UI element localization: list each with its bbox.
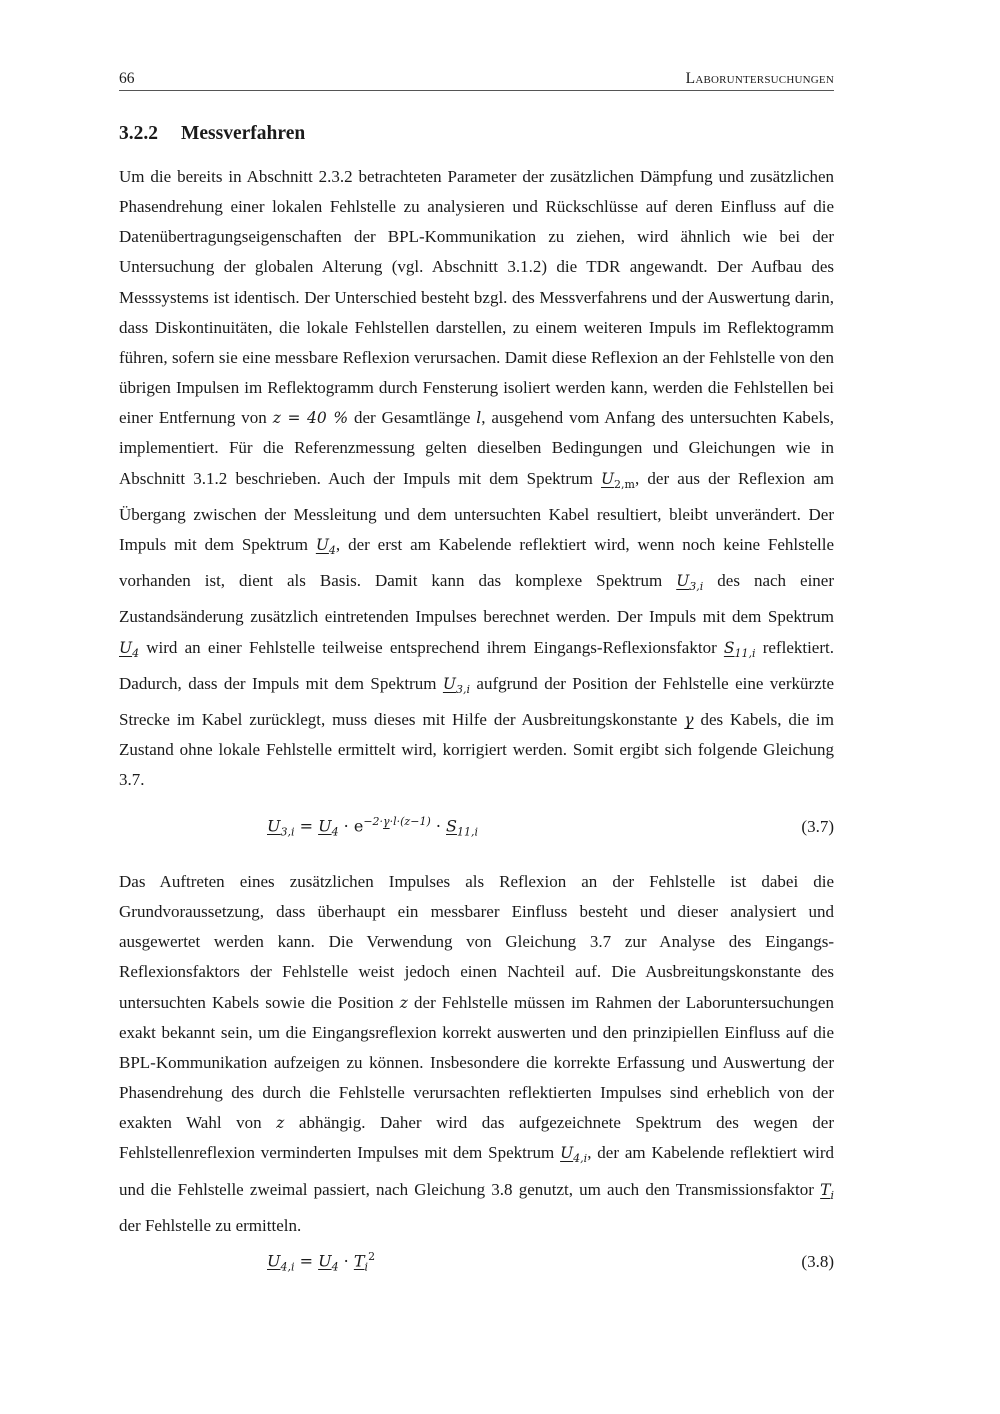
text-run: Das Auftreten eines zusätzlichen Impulses als Reflexion an der Fehlstelle ist dabei die Grundvoraussetzung, dass überhaupt ein messbarer Einfluss besteht und dieser analysiert und ausgewertet werden kann. Die Verwendung von Gleichung 3.7 zur Analyse des Eingangs-Reflexionsfaktors der Fehlstelle weist jedoch einen Nachteil auf. Die Ausbreitungskonstante des untersuchten Kabels sowie die Position <box>119 872 834 1012</box>
math-inline: γ <box>684 711 694 730</box>
text-run: , der am Kabelende reflektiert wird und die Fehlstelle zweimal passiert, nach Gleichung 3.8 genutzt, um auch den Transmissionsfaktor <box>119 1143 834 1199</box>
section-heading <box>119 123 305 145</box>
text-run: der Fehlstelle zu ermitteln. <box>119 1215 302 1235</box>
math-inline: $S_{11,i}$ <box>723 638 756 660</box>
math-inline: $U_{3,i}$ <box>676 572 704 594</box>
equation-formula: $U_{3,i} = U_4 \cdot e^{-2\cdot\gamma\cdot l\cdot(z-1)} \cdot S_{11,i}$ <box>267 815 478 839</box>
equation-formula: $U_{4,i} = U_4 \cdot T_i^2$ <box>267 1250 376 1274</box>
text-run: , der aus der Reflexion am Übergang zwischen der Messleitung und dem untersuchten Kabel resultiert, bleibt unverändert. Der Impuls mit dem Spektrum <box>119 468 834 554</box>
page <box>119 0 834 1414</box>
math-inline: $U_{2,m}$ <box>600 469 635 491</box>
text-run: Um die bereits in Abschnitt 2.3.2 betrachteten Parameter der zusätzlichen Dämpfung und zusätzlichen Phasendrehung einer lokalen Fehlstelle zu analysieren und Rückschlüsse auf deren Einfluss auf die Datenübertragungseigenschaften der BPL-Kommunikation zu ziehen, wird ähnlich wie bei der Untersuchung der globalen Alterung (vgl. Abschnitt 3.1.2) die TDR angewandt. Der Aufbau des Messsystems ist identisch. Der Unterschied besteht bzgl. des Messverfahrens und der Auswertung darin, dass Diskontinuitäten, die lokale Fehlstellen darstellen, zu einem weiteren Impuls im Reflektogramm führen, sofern sie eine messbare Reflexion verursachen. Damit diese Reflexion an der Fehlstelle von den übrigen Impulsen im Reflektogramm durch Fensterung isoliert werden kann, werden die Fehlstellen bei einer Entfernung von <box>119 167 834 428</box>
math-inline: $T_i$ <box>820 1180 834 1202</box>
math-inline: z <box>399 993 408 1012</box>
text-run: des nach einer Zustandsänderung zusätzlich eintretenden Impulses berechnet werden. Der Impuls mit dem Spektrum <box>119 571 834 627</box>
equation-3-8 <box>119 1250 834 1284</box>
math-inline: $U_4$ <box>315 535 336 558</box>
text-run: abhängig. Daher wird das aufgezeichnete Spektrum des wegen der Fehlstellenreflexion verminderten Impulses mit dem Spektrum <box>119 1113 834 1163</box>
paragraph-1 <box>119 162 834 796</box>
math-inline: $U_4$ <box>119 638 140 660</box>
text-run: , der erst am Kabelende reflektiert wird, wenn noch keine Fehlstelle vorhanden ist, dient als Basis. Damit kann das komplexe Spektrum <box>119 534 834 591</box>
text-run: des Kabels, die im Zustand ohne lokale Fehlstelle ermittelt wird, korrigiert werden. Somit ergibt sich folgende Gleichung 3.7. <box>119 710 834 790</box>
equation-number: (3.7) <box>801 817 834 836</box>
section-title: Messverfahren <box>181 123 306 144</box>
paragraph-2 <box>119 867 834 1241</box>
text-run: wird an einer Fehlstelle teilweise entsprechend ihrem Eingangs-Reflexionsfaktor <box>139 637 724 657</box>
text-run: , ausgehend vom Anfang des untersuchten Kabels, implementiert. Für die Referenzmessung gelten dieselben Bedingungen und Gleichungen wie in Abschnitt 3.1.2 beschrieben. Auch der Impuls mit dem Spektrum <box>119 408 835 488</box>
math-inline: z = 40 % <box>272 409 349 428</box>
math-inline: $U_{3,i}$ <box>442 674 470 696</box>
math-inline: z <box>276 1114 285 1133</box>
math-inline: $U_{4,i}$ <box>560 1144 588 1166</box>
equation-3-7 <box>119 815 834 849</box>
text-run: der Fehlstelle müssen im Rahmen der Laboruntersuchungen exakt bekannt sein, um die Eingangsreflexion korrekt auswerten und den prinzipiellen Einfluss auf die BPL-Kommunikation aufzeigen zu können. Insbesondere die korrekte Erfassung und Auswertung der Phasendrehung des durch die Fehlstelle verursachten reflektierten Impulses sind erheblich von der exakten Wahl von <box>119 992 834 1133</box>
text-run: reflektiert. Dadurch, dass der Impuls mit dem Spektrum <box>119 637 834 693</box>
text-run: der Gesamtlänge <box>348 408 477 428</box>
text-run: aufgrund der Position der Fehlstelle eine verkürzte Strecke im Kabel zurücklegt, muss dieses mit Hilfe der Ausbreitungskonstante <box>119 673 834 730</box>
math-inline: l <box>476 409 482 428</box>
section-number: 3.2.2 <box>119 123 158 144</box>
running-head <box>119 68 834 91</box>
running-title: Laboruntersuchungen <box>685 70 834 87</box>
equation-number: (3.8) <box>801 1252 834 1271</box>
page-number: 66 <box>119 70 135 87</box>
